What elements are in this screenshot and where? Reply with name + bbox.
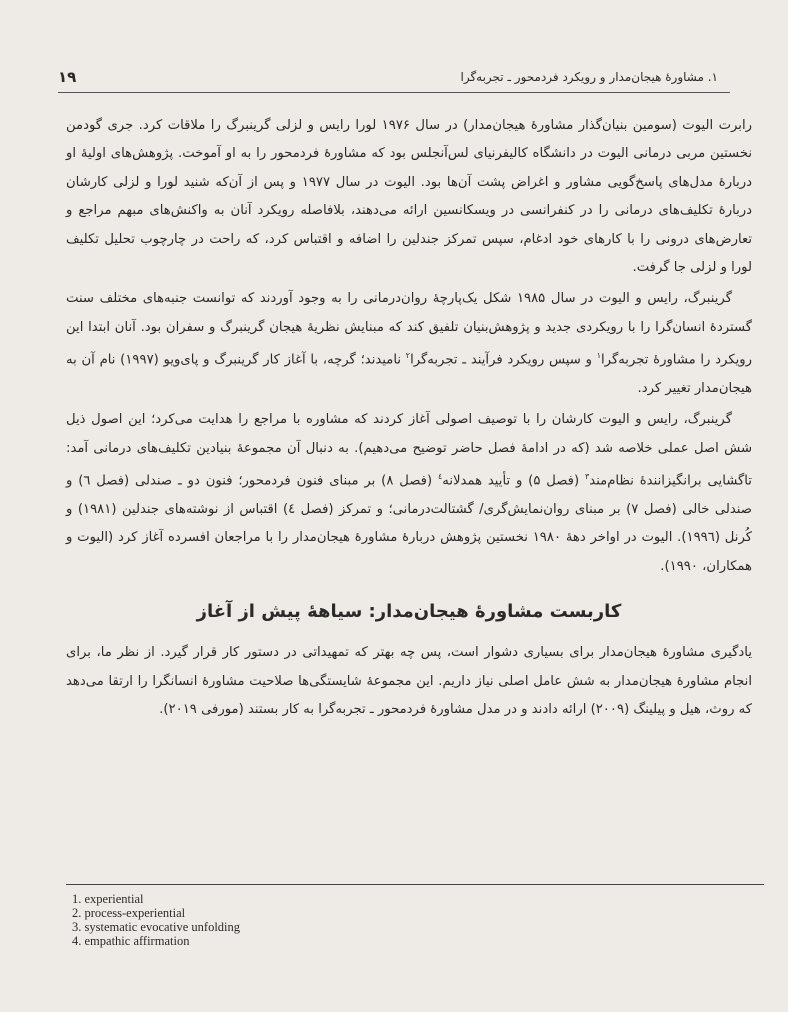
footnote: 1. experiential bbox=[72, 892, 144, 906]
footnote-ref[interactable]: ۲ bbox=[405, 351, 411, 361]
header-divider bbox=[58, 92, 730, 93]
footnote: 2. process-experiential bbox=[72, 906, 186, 920]
footnotes bbox=[72, 892, 240, 948]
footnote-divider bbox=[66, 884, 764, 885]
footnote-ref[interactable]: ۳ bbox=[584, 472, 590, 482]
footnote: 3. systematic evocative unfolding bbox=[72, 920, 241, 934]
paragraph: گرینبرگ، رایس و الیوت در سال ۱۹۸۵ شکل یک‌پارچهٔ روان‌درمانی را به وجود آوردند که توانست جنبه‌های مختلف سنت گستردهٔ انسان‌گرا را با رویکردی جدید و پژوهش‌بنیان تلفیق کند که مبنایش نظریهٔ هیجان گرینبرگ و سفران بود. آنان ابتدا این رویکرد را مشاورهٔ تجربه‌گرا$^۱$ و سپس رویکرد فرآیند ـ تجربه‌گرا$^۲$ نامیدند؛ گرچه، با آغاز کار گرینبرگ و پای‌ویو (۱۹۹۷) نام آن به هیجان‌مدار تغییر کرد. bbox=[66, 291, 753, 397]
page-number: ۱۹ bbox=[58, 68, 77, 86]
footnote: 4. empathic affirmation bbox=[72, 934, 190, 948]
paragraph: یادگیری مشاورهٔ هیجان‌مدار برای بسیاری دشوار است، پس چه بهتر که تمهیداتی در دستور کار قرار گیرد. از نظر ما، برای انجام مشاورهٔ هیجان‌مدار به شش عامل اصلی نیاز داریم. این مجموعهٔ شایستگی‌ها صلاحیت مشاورهٔ انسانگرا را ارتقا می‌دهد که روث، هیل و پیلینگ (۲۰۰۹) ارائه دادند و در مدل مشاورهٔ فردمحور ـ تجربه‌گرا به کار بستند (مورفی ۲۰۱۹). bbox=[66, 645, 752, 718]
footnote-ref[interactable]: ٤ bbox=[437, 472, 443, 482]
footnote-ref[interactable]: ۱ bbox=[596, 351, 601, 361]
body-text bbox=[66, 112, 752, 728]
paragraph: گرینبرگ، رایس و الیوت کارشان را با توصیف اصولی آغاز کردند که مشاوره با مراجع را هدایت می‌کرد؛ این اصول ذیل شش اصل عملی خلاصه شد (که در ادامهٔ فصل حاضر توضیح می‌دهیم). به دنبال آن مجموعهٔ بنیادین تکلیف‌های درمانی آمد: تاگشایی برانگیزانندهٔ نظام‌مند$^۳$ (فصل ۵) و تأیید همدلانه$^٤$ (فصل ۸) بر مبنای فنون فردمحور؛ فنون دو ـ صندلی (فصل ٦) و صندلی خالی (فصل ۷) بر مبنای روان‌نمایش‌گری/ گشتالت‌درمانی؛ و تمرکز (فصل ٤) اقتباس از نوشته‌های جندلین (۱۹۸۱) و کُرنل (۱۹۹٦). الیوت در اواخر دههٔ ۱۹۸۰ نخستین پژوهش دربارهٔ مشاورهٔ هیجان‌مدار را با مراجعان افسرده آغاز کرد (الیوت و همکاران، ۱۹۹۰). bbox=[66, 412, 752, 574]
running-header: ۱. مشاورهٔ هیجان‌مدار و رویکرد فردمحور ـ تجربه‌گرا bbox=[460, 70, 718, 84]
section-heading: کاربست مشاورهٔ هیجان‌مدار: سیاههٔ پیش از آغاز bbox=[196, 601, 622, 623]
paragraph: رابرت الیوت (سومین بنیان‌گذار مشاورهٔ هیجان‌مدار) در سال ۱۹۷۶ لورا رایس و لزلی گرینبرگ را ملاقات کرد. جری گودمن نخستین مربی درمانی الیوت در دانشگاه کالیفرنیای لس‌آنجلس بود که مشاورهٔ فردمحور را به او آموخت. پژوهش‌های اولیهٔ او دربارهٔ مدل‌های پاسخ‌گویی مشاور و اغراض پشت آن‌ها بود. الیوت در سال ۱۹۷۷ و پس از آن‌که شنید لورا و لزلی کارشان دربارهٔ تکلیف‌های درمانی را در کنفرانسی در ویسکانسین ارائه می‌دهند، بلافاصله رویکرد آنان به واکنش‌های مبهم مراجع و تعارض‌های درونی را با کارهای خود ادغام، سپس تمرکز جندلین را اضافه و اقتباس کرد، که راحت در چارچوب تحلیل تکلیف لورا و لزلی جا گرفت. bbox=[66, 118, 752, 276]
